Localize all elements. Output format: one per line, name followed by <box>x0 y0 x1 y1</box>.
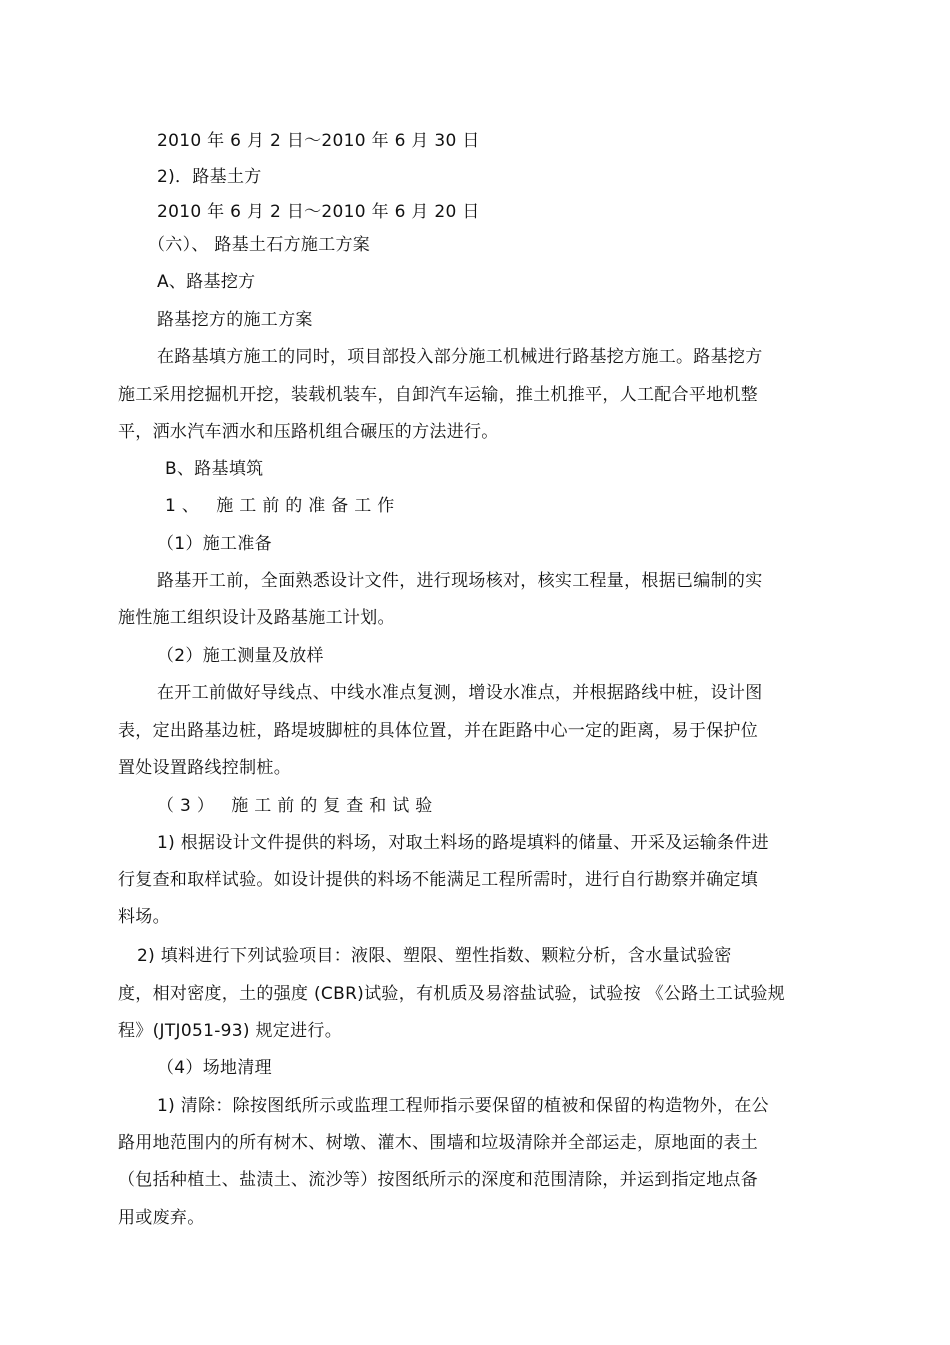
section-heading: A、路基挖方 <box>157 272 256 292</box>
paragraph-line: 路基开工前，全面熟悉设计文件，进行现场核对，核实工程量，根据已编制的实 <box>157 571 763 591</box>
paragraph-line: 平，洒水汽车洒水和压路机组合碾压的方法进行。 <box>118 422 499 442</box>
date-range-line: 2010 年 6 月 2 日～2010 年 6 月 30 日 <box>157 131 480 151</box>
section-heading: B、路基填筑 <box>165 459 264 479</box>
paragraph-line: 在开工前做好导线点、中线水准点复测，增设水准点，并根据路线中桩，设计图 <box>157 683 763 703</box>
paragraph-line: 在路基填方施工的同时，项目部投入部分施工机械进行路基挖方施工。路基挖方 <box>157 347 763 367</box>
date-range-line: 2010 年 6 月 2 日～2010 年 6 月 20 日 <box>157 202 480 222</box>
paragraph-line: 料场。 <box>118 907 170 927</box>
paragraph-line: 施性施工组织设计及路基施工计划。 <box>118 608 395 628</box>
paragraph-line: 程》(JTJ051-93) 规定进行。 <box>118 1021 342 1041</box>
section-heading: （2）施工测量及放样 <box>157 646 324 666</box>
section-heading: （六）、 路基土石方施工方案 <box>148 235 371 255</box>
paragraph-line: 施工采用挖掘机开挖，装载机装车，自卸汽车运输，推土机推平，人工配合平地机整 <box>118 385 759 405</box>
section-heading: 路基挖方的施工方案 <box>157 310 313 330</box>
section-heading: （3） 施工前的复查和试验 <box>157 796 439 816</box>
paragraph-line: 度，相对密度，土的强度 (CBR)试验，有机质及易溶盐试验，试验按 《公路土工试验规 <box>118 984 786 1004</box>
paragraph-line: 2) 填料进行下列试验项目：液限、塑限、塑性指数、颗粒分析，含水量试验密 <box>137 946 732 966</box>
paragraph-line: 路用地范围内的所有树木、树墩、灌木、围墙和垃圾清除并全部运走，原地面的表土 <box>118 1133 759 1153</box>
paragraph-line: 置处设置路线控制桩。 <box>118 758 291 778</box>
paragraph-line: （包括种植土、盐渍土、流沙等）按图纸所示的深度和范围清除，并运到指定地点备 <box>118 1170 759 1190</box>
paragraph-line: 表，定出路基边桩，路堤坡脚桩的具体位置，并在距路中心一定的距离，易于保护位 <box>118 721 759 741</box>
section-heading: （1）施工准备 <box>157 534 272 554</box>
section-heading: 2)．路基土方 <box>157 167 262 187</box>
paragraph-line: 1) 清除：除按图纸所示或监理工程师指示要保留的植被和保留的构造物外，在公 <box>157 1096 769 1116</box>
section-heading: （4）场地清理 <box>157 1058 272 1078</box>
paragraph-line: 用或废弃。 <box>118 1208 205 1228</box>
paragraph-line: 1) 根据设计文件提供的料场，对取土料场的路堤填料的储量、开采及运输条件进 <box>157 833 769 853</box>
section-heading: 1、 施工前的准备工作 <box>165 496 401 516</box>
paragraph-line: 行复查和取样试验。如设计提供的料场不能满足工程所需时，进行自行勘察并确定填 <box>118 870 759 890</box>
